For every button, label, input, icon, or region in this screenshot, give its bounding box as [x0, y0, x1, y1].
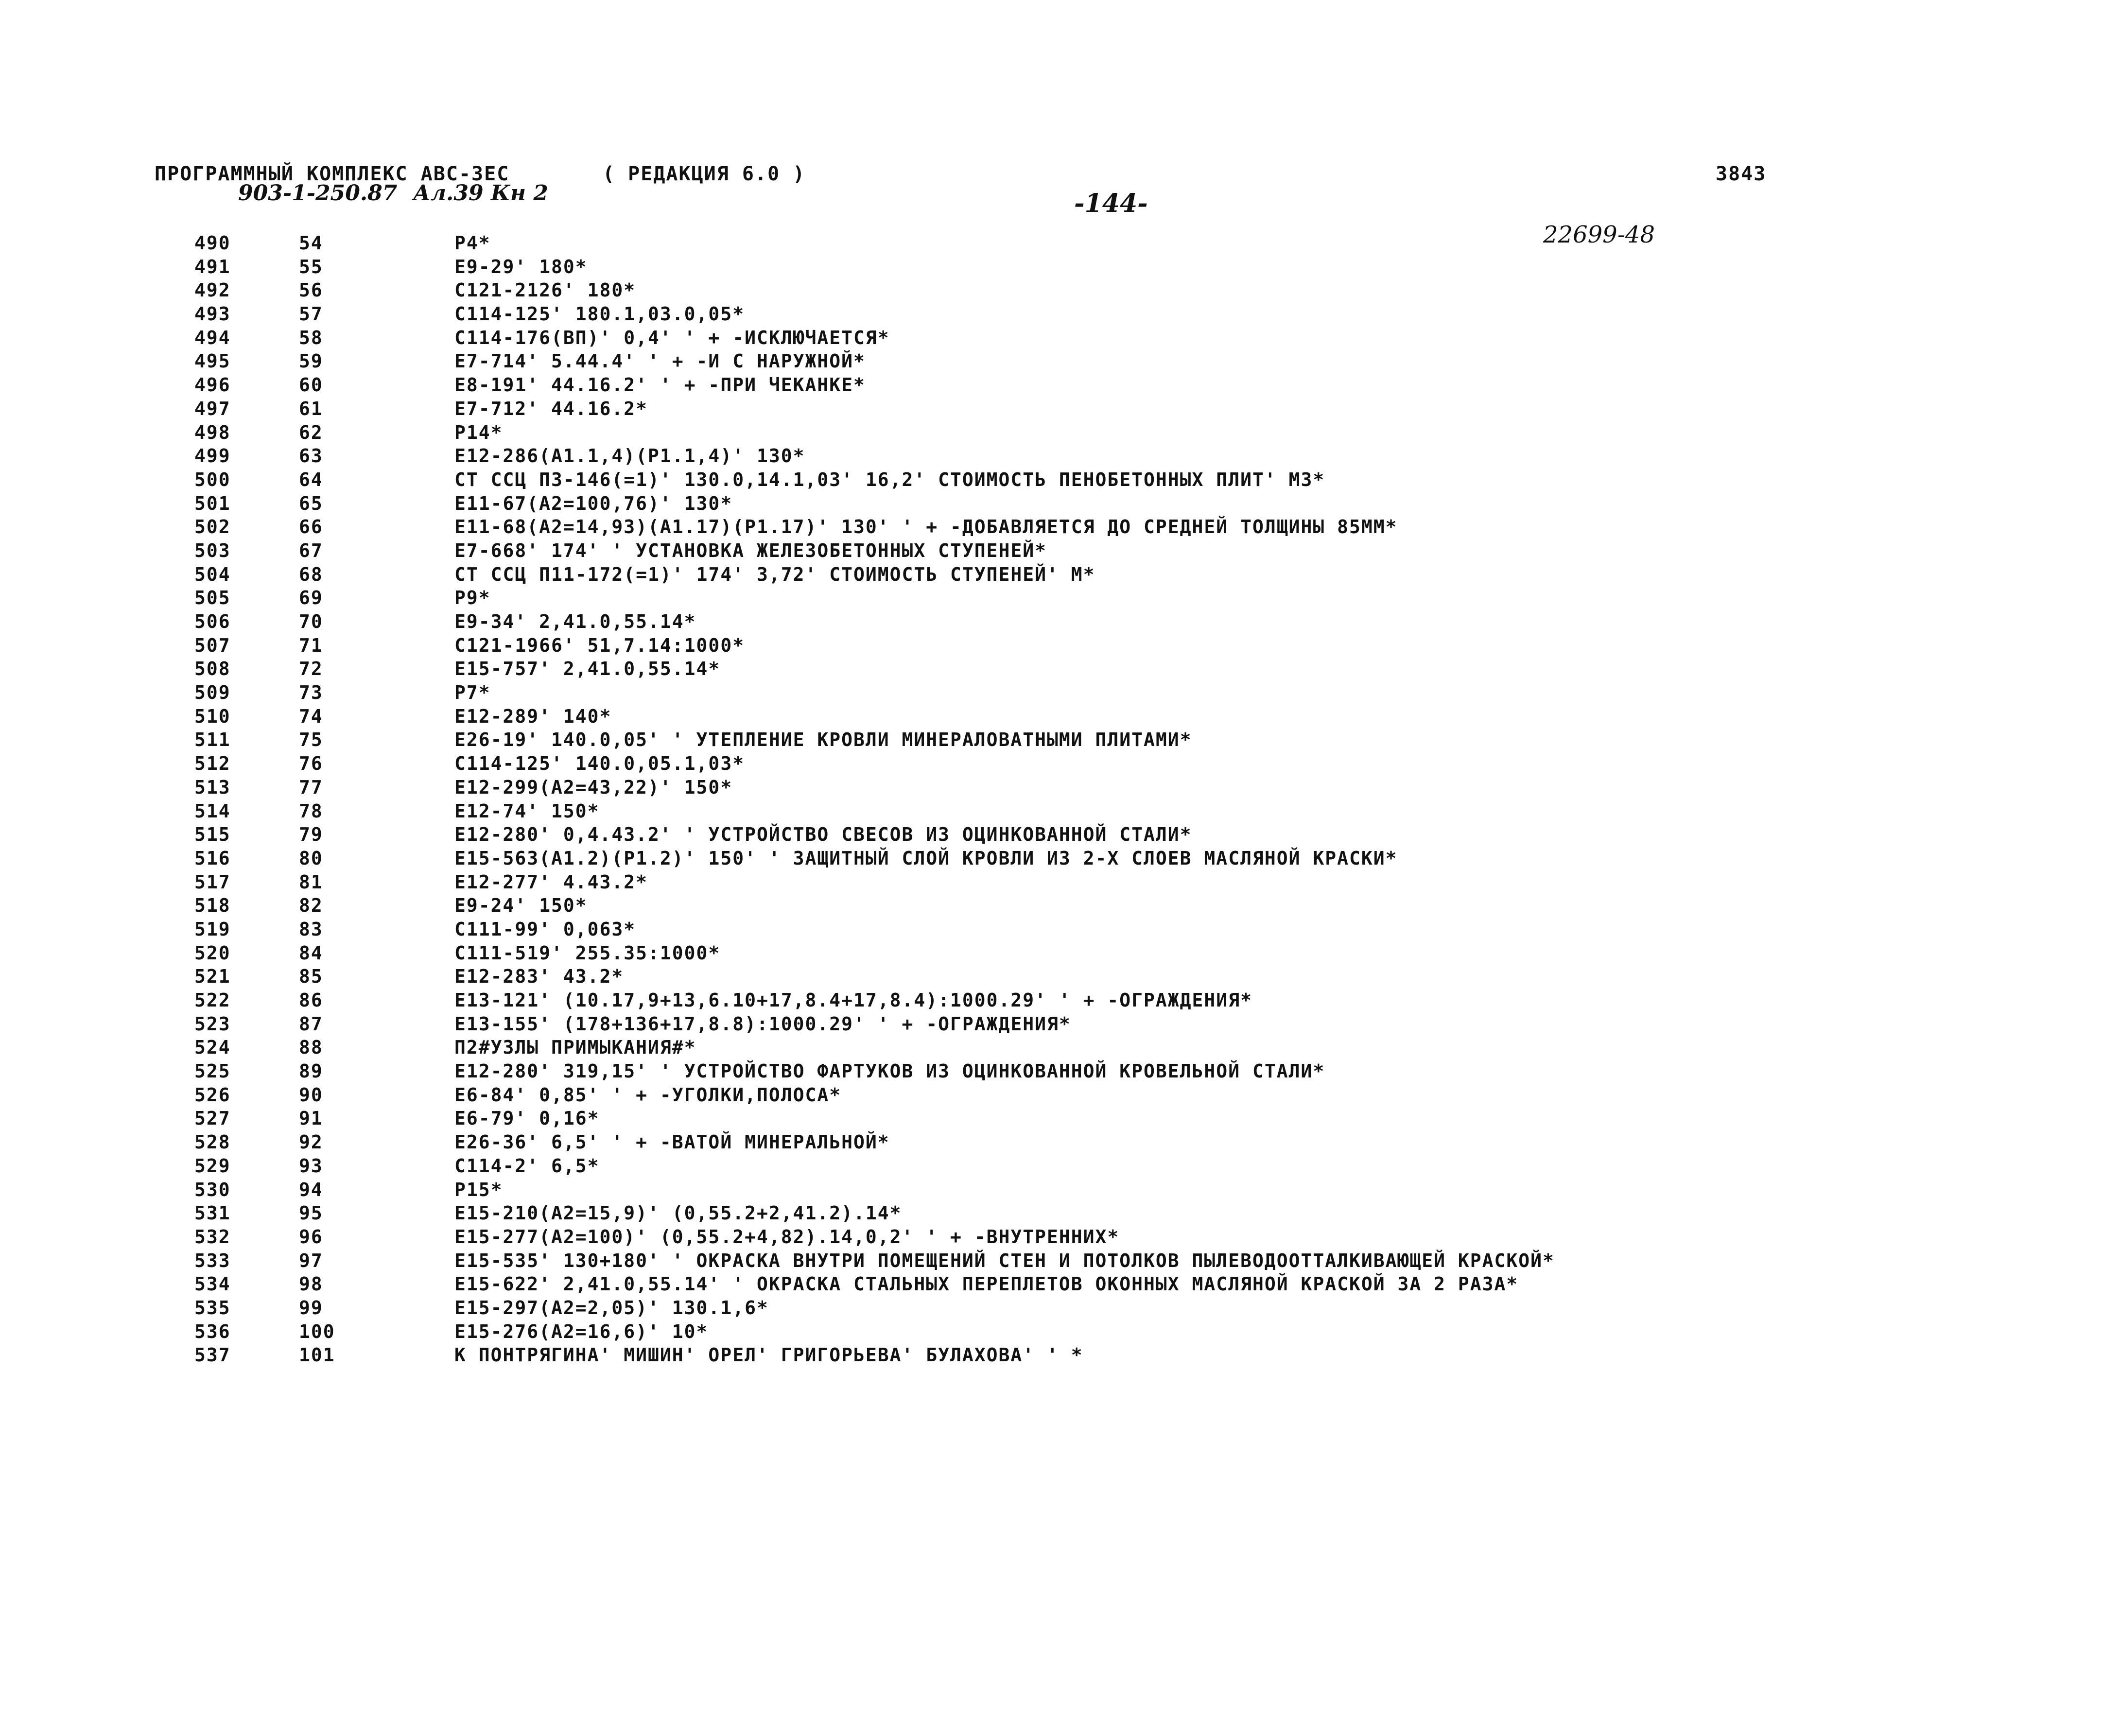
listing-row	[0, 871, 2120, 895]
doc-number: 22699-48	[1543, 221, 1655, 248]
listing-row	[0, 824, 2120, 848]
listing-row	[0, 919, 2120, 942]
row-line-number: 89	[299, 1060, 323, 1082]
row-seq-number: 535	[194, 1297, 231, 1319]
row-seq-number: 525	[194, 1060, 231, 1082]
row-seq-number: 519	[194, 918, 231, 940]
row-text: Е15-277(А2=100)' (0,55.2+4,82).14,0,2' ' + -ВНУТРЕННИХ*	[454, 1226, 1120, 1248]
row-seq-number: 505	[194, 587, 231, 609]
sheet-ref: Ал.39 Кн 2	[413, 181, 548, 206]
row-text: Е8-191' 44.16.2' ' + -ПРИ ЧЕКАНКЕ*	[454, 374, 866, 396]
row-line-number: 56	[299, 279, 323, 301]
row-text: Е15-563(А1.2)(Р1.2)' 150' ' ЗАЩИТНЫЙ СЛОЙ КРОВЛИ ИЗ 2-Х СЛОЕВ МАСЛЯНОЙ КРАСКИ*	[454, 847, 1398, 869]
row-seq-number: 528	[194, 1131, 231, 1153]
listing-row	[0, 1084, 2120, 1108]
row-text: Е26-36' 6,5' ' + -ВАТОЙ МИНЕРАЛЬНОЙ*	[454, 1131, 890, 1153]
row-line-number: 80	[299, 847, 323, 869]
row-seq-number: 496	[194, 374, 231, 396]
row-line-number: 68	[299, 563, 323, 585]
listing-row	[0, 706, 2120, 729]
edition-label: ( РЕДАКЦИЯ 6.0 )	[603, 163, 806, 185]
row-text: Р4*	[454, 232, 491, 254]
row-line-number: 55	[299, 256, 323, 278]
listing-row	[0, 350, 2120, 374]
row-line-number: 71	[299, 634, 323, 656]
row-text: Е12-283' 43.2*	[454, 966, 624, 988]
row-seq-number: 508	[194, 658, 231, 680]
listing-row	[0, 1155, 2120, 1179]
listing-row	[0, 587, 2120, 611]
row-text: С111-519' 255.35:1000*	[454, 942, 721, 964]
listing-row	[0, 1202, 2120, 1226]
listing-row	[0, 1273, 2120, 1297]
row-text: Е12-289' 140*	[454, 705, 612, 727]
row-text: С121-1966' 51,7.14:1000*	[454, 634, 745, 656]
row-seq-number: 523	[194, 1013, 231, 1035]
row-text: Е15-276(А2=16,6)' 10*	[454, 1320, 709, 1342]
row-line-number: 74	[299, 705, 323, 727]
row-seq-number: 491	[194, 256, 231, 278]
listing-row	[0, 990, 2120, 1013]
row-text: Е12-277' 4.43.2*	[454, 871, 648, 893]
row-text: П2#УЗЛЫ ПРИМЫКАНИЯ#*	[454, 1037, 696, 1059]
row-seq-number: 533	[194, 1250, 231, 1271]
listing-row	[0, 611, 2120, 635]
listing-row	[0, 1226, 2120, 1250]
listing-row	[0, 303, 2120, 327]
row-line-number: 82	[299, 895, 323, 917]
listing-row	[0, 564, 2120, 588]
row-line-number: 90	[299, 1084, 323, 1106]
doc-code: 903-1-250.87	[238, 181, 398, 206]
row-text: Е12-286(А1.1,4)(Р1.1,4)' 130*	[454, 445, 805, 467]
listing-row	[0, 658, 2120, 682]
listing-row	[0, 848, 2120, 871]
listing-row	[0, 516, 2120, 540]
row-seq-number: 518	[194, 895, 231, 917]
listing-row	[0, 942, 2120, 966]
listing-row	[0, 1179, 2120, 1203]
program-title: ПРОГРАММНЫЙ КОМПЛЕКС АВС-3ЕС	[155, 163, 510, 185]
row-line-number: 69	[299, 587, 323, 609]
row-line-number: 58	[299, 327, 323, 348]
row-text: Е15-622' 2,41.0,55.14' ' ОКРАСКА СТАЛЬНЫХ ПЕРЕПЛЕТОВ ОКОННЫХ МАСЛЯНОЙ КРАСКОЙ ЗА 2 РАЗА*	[454, 1273, 1519, 1295]
row-seq-number: 536	[194, 1320, 231, 1342]
row-line-number: 72	[299, 658, 323, 680]
row-text: Е9-34' 2,41.0,55.14*	[454, 611, 696, 632]
row-line-number: 97	[299, 1250, 323, 1271]
listing-row	[0, 256, 2120, 280]
row-seq-number: 530	[194, 1179, 231, 1200]
row-seq-number: 510	[194, 705, 231, 727]
listing-row	[0, 753, 2120, 777]
listing-row	[0, 422, 2120, 446]
listing-row	[0, 445, 2120, 469]
row-line-number: 81	[299, 871, 323, 893]
row-text: Е12-280' 319,15' ' УСТРОЙСТВО ФАРТУКОВ ИЗ ОЦИНКОВАННОЙ КРОВЕЛЬНОЙ СТАЛИ*	[454, 1060, 1325, 1082]
listing-row	[0, 1297, 2120, 1321]
row-seq-number: 504	[194, 563, 231, 585]
row-text: Е15-757' 2,41.0,55.14*	[454, 658, 721, 680]
row-text: Е7-712' 44.16.2*	[454, 398, 648, 419]
row-seq-number: 509	[194, 682, 231, 704]
row-line-number: 93	[299, 1155, 323, 1177]
row-seq-number: 499	[194, 445, 231, 467]
listing-row	[0, 469, 2120, 493]
row-seq-number: 537	[194, 1344, 231, 1366]
row-line-number: 60	[299, 374, 323, 396]
row-seq-number: 511	[194, 729, 231, 751]
row-text: Е6-84' 0,85' ' + -УГОЛКИ,ПОЛОСА*	[454, 1084, 842, 1106]
listing-row	[0, 1108, 2120, 1131]
row-seq-number: 522	[194, 990, 231, 1011]
row-line-number: 86	[299, 990, 323, 1011]
row-line-number: 100	[299, 1320, 335, 1342]
row-seq-number: 492	[194, 279, 231, 301]
row-line-number: 64	[299, 469, 323, 490]
row-line-number: 76	[299, 753, 323, 775]
row-seq-number: 506	[194, 611, 231, 632]
row-text: Е12-299(А2=43,22)' 150*	[454, 776, 733, 798]
row-line-number: 78	[299, 800, 323, 822]
row-line-number: 54	[299, 232, 323, 254]
row-text: Е9-24' 150*	[454, 895, 588, 917]
row-seq-number: 514	[194, 800, 231, 822]
row-line-number: 73	[299, 682, 323, 704]
row-seq-number: 532	[194, 1226, 231, 1248]
row-line-number: 77	[299, 776, 323, 798]
row-seq-number: 490	[194, 232, 231, 254]
row-seq-number: 513	[194, 776, 231, 798]
row-seq-number: 516	[194, 847, 231, 869]
listing-row	[0, 1013, 2120, 1037]
row-seq-number: 502	[194, 516, 231, 538]
row-line-number: 59	[299, 350, 323, 372]
row-seq-number: 494	[194, 327, 231, 348]
row-text: Е11-68(А2=14,93)(А1.17)(Р1.17)' 130' ' + -ДОБАВЛЯЕТСЯ ДО СРЕДНЕЙ ТОЛЩИНЫ 85ММ*	[454, 516, 1398, 538]
page-number: 3843	[1716, 163, 1767, 185]
row-seq-number: 507	[194, 634, 231, 656]
row-text: Е6-79' 0,16*	[454, 1108, 600, 1129]
row-text: СТ ССЦ П3-146(=1)' 130.0,14.1,03' 16,2' СТОИМОСТЬ ПЕНОБЕТОННЫХ ПЛИТ' М3*	[454, 469, 1325, 490]
row-seq-number: 521	[194, 966, 231, 988]
row-text: С121-2126' 180*	[454, 279, 636, 301]
row-line-number: 95	[299, 1202, 323, 1224]
row-seq-number: 531	[194, 1202, 231, 1224]
row-text: Е12-280' 0,4.43.2' ' УСТРОЙСТВО СВЕСОВ ИЗ ОЦИНКОВАННОЙ СТАЛИ*	[454, 824, 1192, 846]
row-line-number: 99	[299, 1297, 323, 1319]
row-line-number: 67	[299, 539, 323, 561]
row-seq-number: 520	[194, 942, 231, 964]
row-seq-number: 495	[194, 350, 231, 372]
row-line-number: 85	[299, 966, 323, 988]
row-line-number: 75	[299, 729, 323, 751]
row-text: Е13-155' (178+136+17,8.8):1000.29' ' + -ОГРАЖДЕНИЯ*	[454, 1013, 1071, 1035]
row-line-number: 101	[299, 1344, 335, 1366]
listing-row	[0, 398, 2120, 422]
row-line-number: 79	[299, 824, 323, 846]
listing-row	[0, 279, 2120, 303]
listing-row	[0, 540, 2120, 564]
row-seq-number: 498	[194, 421, 231, 443]
listing-row	[0, 777, 2120, 800]
row-line-number: 63	[299, 445, 323, 467]
listing-row	[0, 800, 2120, 824]
row-text: К ПОНТРЯГИНА' МИШИН' ОРЕЛ' ГРИГОРЬЕВА' БУЛАХОВА' ' *	[454, 1344, 1083, 1366]
listing-row	[0, 1344, 2120, 1368]
listing-row	[0, 966, 2120, 990]
row-seq-number: 500	[194, 469, 231, 490]
listing-row	[0, 682, 2120, 706]
row-line-number: 87	[299, 1013, 323, 1035]
row-seq-number: 529	[194, 1155, 231, 1177]
row-seq-number: 527	[194, 1108, 231, 1129]
listing-row	[0, 729, 2120, 753]
row-text: Е15-535' 130+180' ' ОКРАСКА ВНУТРИ ПОМЕЩЕНИЙ СТЕН И ПОТОЛКОВ ПЫЛЕВОДООТТАЛКИВАЮЩЕЙ КРАСКОЙ*	[454, 1250, 1555, 1271]
row-seq-number: 497	[194, 398, 231, 419]
row-line-number: 94	[299, 1179, 323, 1200]
row-line-number: 98	[299, 1273, 323, 1295]
listing-row	[0, 1321, 2120, 1345]
row-text: Е26-19' 140.0,05' ' УТЕПЛЕНИЕ КРОВЛИ МИНЕРАЛОВАТНЫМИ ПЛИТАМИ*	[454, 729, 1192, 751]
row-text: С111-99' 0,063*	[454, 918, 636, 940]
row-line-number: 84	[299, 942, 323, 964]
row-text: С114-176(ВП)' 0,4' ' + -ИСКЛЮЧАЕТСЯ*	[454, 327, 890, 348]
row-text: С114-125' 180.1,03.0,05*	[454, 303, 745, 325]
row-text: Р15*	[454, 1179, 503, 1200]
row-text: Е7-668' 174' ' УСТАНОВКА ЖЕЛЕЗОБЕТОННЫХ СТУПЕНЕЙ*	[454, 539, 1047, 561]
row-line-number: 88	[299, 1037, 323, 1059]
row-line-number: 65	[299, 492, 323, 514]
page-hand-number: -144-	[1074, 189, 1148, 218]
listing	[0, 232, 2120, 1368]
row-text: СТ ССЦ П11-172(=1)' 174' 3,72' СТОИМОСТЬ СТУПЕНЕЙ' М*	[454, 563, 1095, 585]
row-seq-number: 526	[194, 1084, 231, 1106]
row-seq-number: 501	[194, 492, 231, 514]
row-text: Е12-74' 150*	[454, 800, 600, 822]
row-line-number: 70	[299, 611, 323, 632]
row-text: С114-2' 6,5*	[454, 1155, 600, 1177]
row-text: Е7-714' 5.44.4' ' + -И С НАРУЖНОЙ*	[454, 350, 866, 372]
listing-row	[0, 1131, 2120, 1155]
row-seq-number: 517	[194, 871, 231, 893]
row-text: Е15-297(А2=2,05)' 130.1,6*	[454, 1297, 769, 1319]
listing-row	[0, 635, 2120, 659]
listing-row	[0, 1250, 2120, 1274]
listing-row	[0, 895, 2120, 919]
listing-row	[0, 1037, 2120, 1060]
row-seq-number: 503	[194, 539, 231, 561]
row-seq-number: 515	[194, 824, 231, 846]
row-text: Е15-210(А2=15,9)' (0,55.2+2,41.2).14*	[454, 1202, 902, 1224]
row-text: Р9*	[454, 587, 491, 609]
row-seq-number: 512	[194, 753, 231, 775]
listing-row	[0, 232, 2120, 256]
row-line-number: 66	[299, 516, 323, 538]
row-text: Е11-67(А2=100,76)' 130*	[454, 492, 733, 514]
row-seq-number: 524	[194, 1037, 231, 1059]
row-line-number: 91	[299, 1108, 323, 1129]
row-line-number: 57	[299, 303, 323, 325]
row-seq-number: 493	[194, 303, 231, 325]
row-line-number: 62	[299, 421, 323, 443]
row-text: Е9-29' 180*	[454, 256, 588, 278]
listing-row	[0, 374, 2120, 398]
row-line-number: 92	[299, 1131, 323, 1153]
listing-row	[0, 493, 2120, 517]
row-text: Р7*	[454, 682, 491, 704]
row-line-number: 96	[299, 1226, 323, 1248]
row-text: Е13-121' (10.17,9+13,6.10+17,8.4+17,8.4):1000.29' ' + -ОГРАЖДЕНИЯ*	[454, 990, 1252, 1011]
listing-row	[0, 1060, 2120, 1084]
row-text: С114-125' 140.0,05.1,03*	[454, 753, 745, 775]
row-text: Р14*	[454, 421, 503, 443]
row-line-number: 61	[299, 398, 323, 419]
listing-row	[0, 327, 2120, 351]
row-seq-number: 534	[194, 1273, 231, 1295]
row-line-number: 83	[299, 918, 323, 940]
